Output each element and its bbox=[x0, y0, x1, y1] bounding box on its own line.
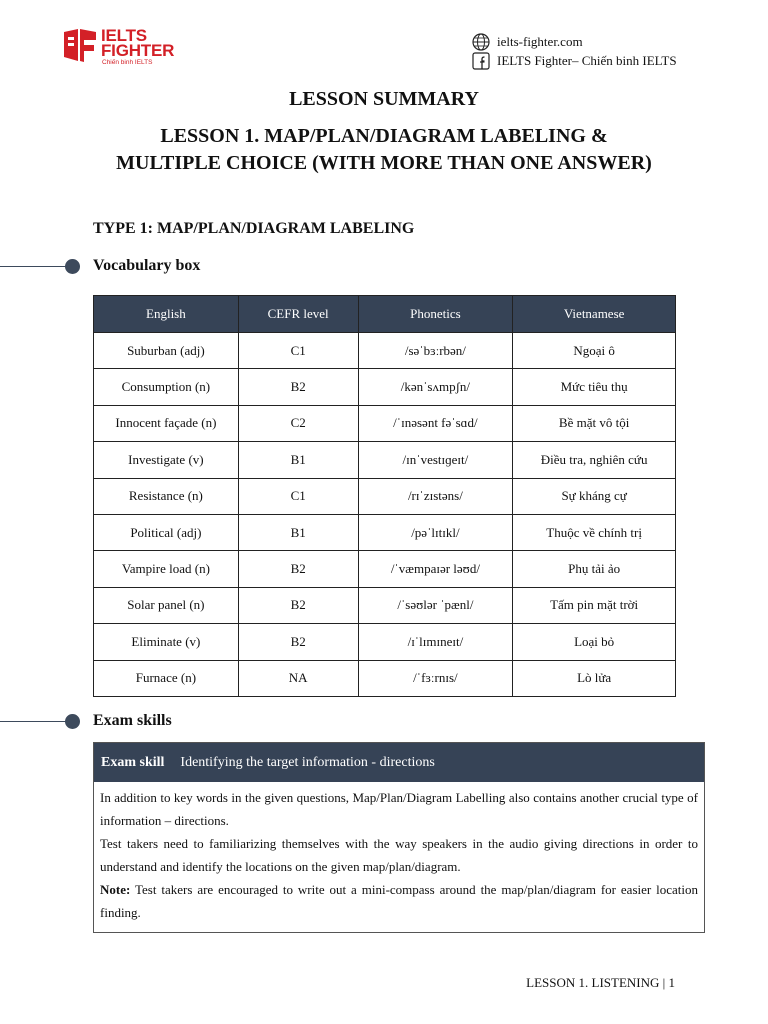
cell-vietnamese: Điều tra, nghiên cứu bbox=[513, 442, 676, 478]
cell-english: Innocent façade (n) bbox=[94, 405, 239, 441]
cell-cefr: NA bbox=[238, 660, 358, 696]
header-english: English bbox=[94, 296, 239, 333]
facebook-row bbox=[471, 51, 677, 70]
cell-phonetics: /ˈsəʊlər ˈpænl/ bbox=[358, 587, 513, 623]
cell-english: Suburban (adj) bbox=[94, 333, 239, 369]
lesson-title: LESSON 1. MAP/PLAN/DIAGRAM LABELING & MULTIPLE CHOICE (WITH MORE THAN ONE ANSWER) bbox=[116, 125, 652, 174]
cell-phonetics: /ˈɪnəsənt fəˈsɑd/ bbox=[358, 405, 513, 441]
table-row bbox=[94, 442, 676, 478]
table-row bbox=[94, 551, 676, 587]
cell-english: Resistance (n) bbox=[94, 478, 239, 514]
page-footer: LESSON 1. LISTENING | 1 bbox=[526, 975, 675, 990]
facebook-link[interactable]: IELTS Fighter– Chiến binh IELTS bbox=[497, 52, 677, 68]
exam-skill-note bbox=[100, 878, 698, 924]
table-header-row bbox=[94, 296, 676, 333]
table-row bbox=[94, 478, 676, 514]
cell-english: Vampire load (n) bbox=[94, 551, 239, 587]
header-vietnamese: Vietnamese bbox=[513, 296, 676, 333]
cell-vietnamese: Loại bỏ bbox=[513, 624, 676, 660]
contact-info bbox=[471, 32, 677, 70]
cell-vietnamese: Ngoại ô bbox=[513, 333, 676, 369]
table-row bbox=[94, 587, 676, 623]
section-line bbox=[0, 266, 66, 267]
cell-cefr: B1 bbox=[238, 442, 358, 478]
cell-vietnamese: Bề mặt vô tội bbox=[513, 405, 676, 441]
page-title: LESSON SUMMARY bbox=[289, 88, 479, 110]
cell-cefr: B2 bbox=[238, 624, 358, 660]
cell-cefr: C1 bbox=[238, 478, 358, 514]
cell-english: Furnace (n) bbox=[94, 660, 239, 696]
cell-phonetics: /ˈfɜːrnɪs/ bbox=[358, 660, 513, 696]
section-bullet-icon bbox=[65, 259, 80, 274]
exam-skill-label: Exam skill bbox=[101, 754, 165, 770]
header-phonetics: Phonetics bbox=[358, 296, 513, 333]
table-row bbox=[94, 333, 676, 369]
table-row bbox=[94, 660, 676, 696]
cell-cefr: B2 bbox=[238, 369, 358, 405]
cell-phonetics: /kənˈsʌmpʃn/ bbox=[358, 369, 513, 405]
cell-phonetics: /səˈbɜːrbən/ bbox=[358, 333, 513, 369]
vocab-section-label: Vocabulary box bbox=[93, 257, 201, 274]
exam-skill-title: Identifying the target information - directions bbox=[180, 754, 435, 770]
logo-shield-icon bbox=[62, 28, 98, 64]
globe-icon bbox=[471, 33, 491, 51]
cell-english: Consumption (n) bbox=[94, 369, 239, 405]
cell-cefr: C1 bbox=[238, 333, 358, 369]
exam-skill-header bbox=[94, 743, 704, 782]
cell-vietnamese: Mức tiêu thụ bbox=[513, 369, 676, 405]
cell-phonetics: /ɪnˈvestɪɡeɪt/ bbox=[358, 442, 513, 478]
cell-vietnamese: Lò lửa bbox=[513, 660, 676, 696]
table-row bbox=[94, 369, 676, 405]
type-heading: TYPE 1: MAP/PLAN/DIAGRAM LABELING bbox=[93, 220, 415, 237]
cell-vietnamese: Phụ tải ảo bbox=[513, 551, 676, 587]
cell-english: Political (adj) bbox=[94, 514, 239, 550]
section-line bbox=[0, 721, 66, 722]
logo-tagline: Chiến binh IELTS bbox=[102, 59, 153, 66]
cell-cefr: B1 bbox=[238, 514, 358, 550]
header-cefr: CEFR level bbox=[238, 296, 358, 333]
table-row bbox=[94, 405, 676, 441]
note-label: Note: bbox=[100, 882, 131, 897]
cell-vietnamese: Sự kháng cự bbox=[513, 478, 676, 514]
table-row bbox=[94, 624, 676, 660]
cell-cefr: B2 bbox=[238, 587, 358, 623]
vocab-section-heading bbox=[0, 257, 700, 277]
brand-logo bbox=[62, 28, 192, 68]
cell-phonetics: /ˈvæmpaɪər ləʊd/ bbox=[358, 551, 513, 587]
exam-skill-paragraph: Test takers need to familiarizing themselves with the way speakers in the audio giving directions in order to understand and identify the locations on the given map/plan/diagram. bbox=[100, 836, 698, 874]
exam-section-heading bbox=[0, 712, 700, 732]
vocabulary-table bbox=[93, 295, 676, 697]
logo-text: IELTS FIGHTER bbox=[101, 26, 175, 60]
cell-english: Solar panel (n) bbox=[94, 587, 239, 623]
exam-skill-paragraph: In addition to key words in the given questions, Map/Plan/Diagram Labelling also contains another crucial type of information – directions. bbox=[100, 790, 698, 828]
exam-skill-box bbox=[93, 742, 705, 933]
cell-cefr: B2 bbox=[238, 551, 358, 587]
exam-section-label: Exam skills bbox=[93, 712, 172, 729]
cell-phonetics: /ɪˈlɪmɪneɪt/ bbox=[358, 624, 513, 660]
cell-phonetics: /rɪˈzɪstəns/ bbox=[358, 478, 513, 514]
facebook-icon bbox=[471, 52, 491, 70]
cell-english: Investigate (v) bbox=[94, 442, 239, 478]
section-bullet-icon bbox=[65, 714, 80, 729]
note-text: Test takers are encouraged to write out a mini-compass around the map/plan/diagram for easier location finding. bbox=[100, 882, 698, 920]
cell-vietnamese: Tấm pin mặt trời bbox=[513, 587, 676, 623]
cell-vietnamese: Thuộc về chính trị bbox=[513, 514, 676, 550]
cell-english: Eliminate (v) bbox=[94, 624, 239, 660]
table-row bbox=[94, 514, 676, 550]
exam-skill-body bbox=[94, 782, 704, 924]
cell-phonetics: /pəˈlɪtɪkl/ bbox=[358, 514, 513, 550]
website-row bbox=[471, 32, 677, 51]
cell-cefr: C2 bbox=[238, 405, 358, 441]
website-link[interactable]: ielts-fighter.com bbox=[497, 33, 583, 49]
